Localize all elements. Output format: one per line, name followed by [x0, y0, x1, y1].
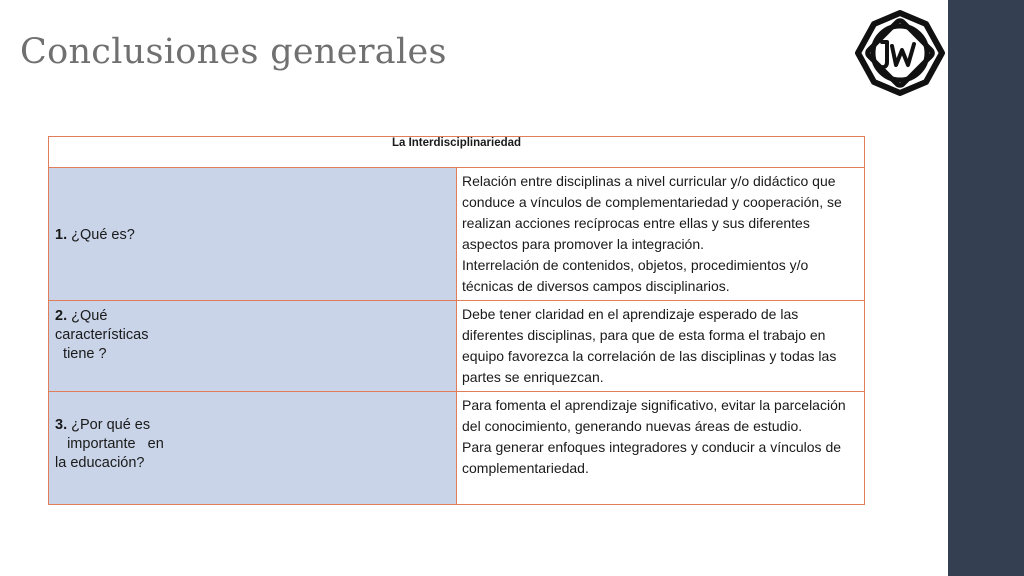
question-number: 1. — [55, 226, 68, 243]
answer-paragraph: Para fomenta el aprendizaje significativo, evitar la parcelación del conocimiento, generando nuevas áreas de estudio. — [462, 397, 846, 434]
question-number: 2. — [55, 308, 68, 324]
answer-paragraph: Interrelación de contenidos, objetos, procedimientos y/o técnicas de diversos campos disciplinarios. — [462, 257, 809, 294]
question-text: ¿Por qué es — [67, 417, 151, 433]
jw-monogram-logo-icon — [854, 10, 946, 96]
answer-paragraph: Debe tener claridad en el aprendizaje esperado de las diferentes disciplinas, para que de esta forma el trabajo en equipo favorezca la correlación de las disciplinas y todas las partes se enriquezcan. — [462, 306, 837, 385]
question-text: tiene ? — [55, 346, 107, 362]
answer-paragraph: Relación entre disciplinas a nivel curricular y/o didáctico que conduce a vínculos de complementariedad y cooperación, se realizan acciones recíprocas entre ellas y sus diferentes aspectos para promover la integración. — [462, 173, 842, 252]
answer-paragraph: Para generar enfoques integradores y conducir a vínculos de complementariedad. — [462, 439, 842, 476]
question-text: la educación? — [55, 455, 145, 471]
question-text: características — [55, 327, 149, 343]
question-text: importante en — [55, 436, 164, 452]
question-cell — [49, 392, 457, 505]
table-row — [49, 301, 865, 392]
interdisciplinariedad-table — [48, 136, 865, 505]
question-text: ¿Qué — [67, 308, 108, 324]
question-cell — [49, 168, 457, 301]
answer-cell — [457, 301, 865, 392]
table-row — [49, 168, 865, 301]
table-row — [49, 392, 865, 505]
answer-cell — [457, 392, 865, 505]
table-header-row — [49, 137, 865, 168]
question-text: ¿Qué es? — [67, 226, 135, 243]
table-header: La Interdisciplinariedad — [49, 137, 865, 168]
question-number: 3. — [55, 417, 68, 433]
slide-title: Conclusiones generales — [20, 32, 447, 72]
right-accent-band — [948, 0, 1024, 576]
question-cell — [49, 301, 457, 392]
answer-cell — [457, 168, 865, 301]
